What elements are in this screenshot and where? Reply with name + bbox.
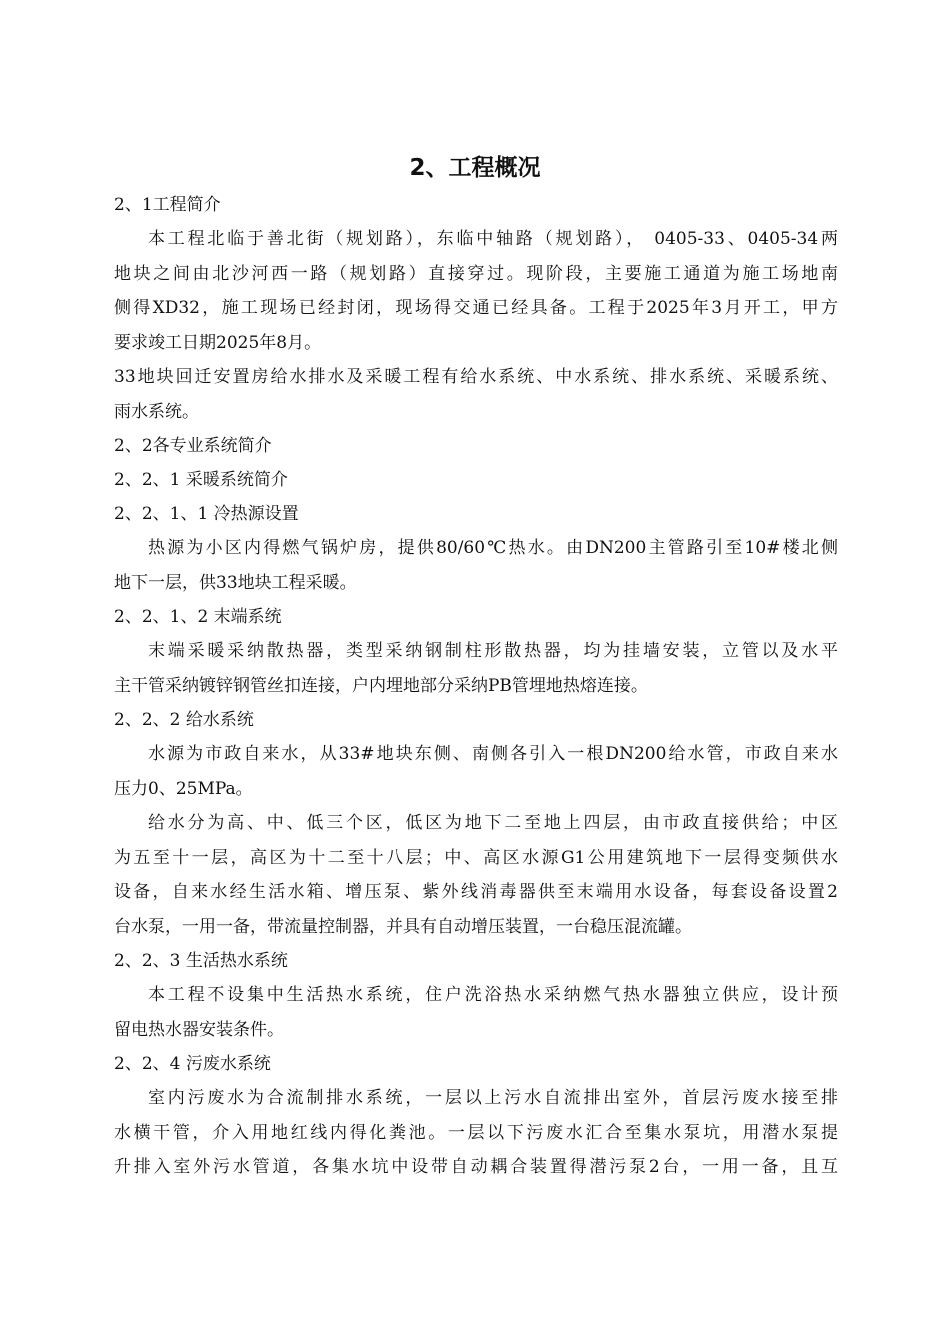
heading-2-2-3: 2、2、3 生活热水系统 (114, 951, 288, 971)
text-line: 为五至十一层，高区为十二至十八层；中、高区水源G1公用建筑地下一层得变频供水 (114, 847, 838, 868)
text-line: 升排入室外污水管道，各集水坑中设带自动耦合装置得潜污泵2台，一用一备，且互 (114, 1157, 838, 1177)
text-line: 雨水系统。 (114, 401, 199, 422)
text-line: 水横干管，介入用地红线内得化粪池。一层以下污废水汇合至集水泵坑，用潜水泵提 (114, 1122, 838, 1143)
paragraph-wastewater (114, 1081, 838, 1185)
text-line: 侧得XD32，施工现场已经封闭，现场得交通已经具备。工程于2025年3月开工，甲方 (114, 298, 838, 318)
text-line: 33地块回迁安置房给水排水及采暖工程有给水系统、中水系统、排水系统、采暖系统、 (114, 367, 838, 387)
heading-2-2-1-2: 2、2、1、2 末端系统 (114, 607, 282, 627)
text-line: 水源为市政自来水，从33#地块东侧、南侧各引入一根DN200给水管，市政自来水 (148, 744, 838, 764)
paragraph-project-intro (114, 222, 838, 360)
document-body (114, 188, 838, 1185)
text-line: 本工程不设集中生活热水系统，住户洗浴热水采纳燃气热水器独立供应，设计预 (148, 985, 838, 1005)
text-line: 地块之间由北沙河西一路（规划路）直接穿过。现阶段，主要施工通道为施工场地南 (114, 263, 838, 284)
paragraph-water-source (114, 737, 838, 806)
paragraph-terminal-system (114, 634, 838, 703)
heading-2-2-2: 2、2、2 给水系统 (114, 710, 254, 730)
text-line: 本工程北临于善北街（规划路），东临中轴路（规划路）， 0405-33、0405-34两 (148, 229, 838, 249)
page-title: 2、工程概况 (409, 155, 541, 181)
text-line: 热源为小区内得燃气锅炉房，提供80/60℃热水。由DN200主管路引至10#楼北侧 (148, 538, 838, 558)
text-line: 留电热水器安装条件。 (114, 1019, 284, 1040)
text-line: 要求竣工日期2025年8月。 (114, 332, 322, 353)
paragraph-hot-water (114, 978, 838, 1047)
paragraph-systems-list (114, 360, 838, 429)
text-line: 台水泵，一用一备，带流量控制器，并具有自动增压装置，一台稳压混流罐。 (114, 916, 692, 937)
heading-2-1: 2、1工程简介 (114, 195, 221, 215)
paragraph-heat-source (114, 531, 838, 600)
paragraph-water-zones (114, 806, 838, 944)
text-line: 室内污废水为合流制排水系统，一层以上污水自流排出室外，首层污废水接至排 (148, 1088, 838, 1108)
heading-2-2-1: 2、2、1 采暖系统简介 (114, 470, 288, 490)
heading-2-2-1-1: 2、2、1、1 冷热源设置 (114, 504, 299, 524)
heading-2-2-4: 2、2、4 污废水系统 (114, 1054, 271, 1074)
text-line: 主干管采纳镀锌钢管丝扣连接，户内埋地部分采纳PB管埋地热熔连接。 (114, 675, 648, 696)
text-line: 给水分为高、中、低三个区，低区为地下二至地上四层，由市政直接供给；中区 (148, 813, 838, 833)
text-line: 地下一层，供33地块工程采暖。 (114, 572, 357, 593)
text-line: 压力0、25MPa。 (114, 778, 253, 799)
text-line: 设备，自来水经生活水箱、增压泵、紫外线消毒器供至末端用水设备，每套设备设置2 (114, 882, 838, 902)
text-line: 末端采暖采纳散热器，类型采纳钢制柱形散热器，均为挂墙安装，立管以及水平 (148, 641, 838, 661)
heading-2-2: 2、2各专业系统简介 (114, 436, 272, 456)
